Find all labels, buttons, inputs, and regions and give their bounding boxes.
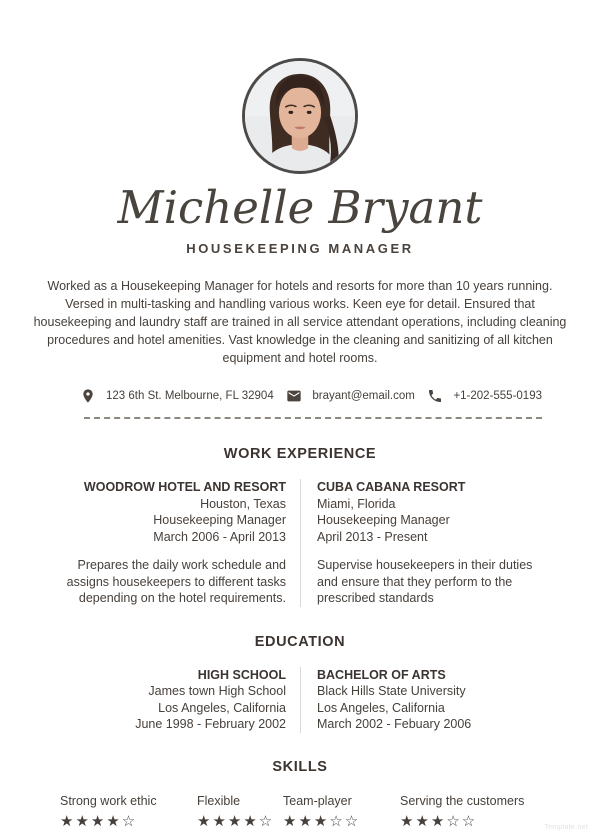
skill-star-rating: ★★★☆☆ (283, 811, 361, 830)
company-name: CUBA CABANA RESORT (317, 480, 466, 494)
skill-label: Strong work ethic (60, 793, 157, 808)
skill-label: Serving the customers (400, 793, 525, 808)
job-description: Supervise housekeepers in their duties and ensure that they perform to the prescribed standards (317, 558, 533, 605)
skill-item (60, 794, 197, 830)
skill-item (400, 794, 545, 830)
contact-bar (80, 388, 542, 404)
job-dates: April 2013 - Present (317, 529, 428, 544)
watermark-text: Template.net (544, 824, 588, 831)
school-name: James town High School (148, 684, 286, 698)
education-columns (60, 667, 540, 733)
company-location: Miami, Florida (317, 496, 396, 511)
skill-star-rating: ★★★★☆ (60, 811, 138, 830)
work-experience-heading: WORK EXPERIENCE (223, 446, 377, 462)
photo-section (0, 0, 600, 174)
skill-star-rating: ★★★☆☆ (400, 811, 478, 830)
portrait-illustration (245, 61, 355, 171)
education-entry-left (60, 667, 300, 733)
phone-icon (427, 388, 443, 404)
education-heading: EDUCATION (254, 633, 346, 650)
person-job-title: HOUSEKEEPING MANAGER (186, 241, 414, 256)
skill-star-rating: ★★★★☆ (197, 811, 275, 830)
education-entry-right (300, 667, 540, 733)
envelope-icon (286, 388, 302, 404)
skill-item (197, 794, 283, 830)
school-name: Black Hills State University (317, 684, 466, 698)
work-experience-columns (60, 479, 540, 607)
degree-name: HIGH SCHOOL (197, 667, 286, 682)
location-pin-icon (80, 388, 96, 404)
skill-label: Flexible (197, 793, 241, 808)
summary-paragraph: Worked as a Housekeeping Manager for hotels and resorts for more than 10 years running. Versed in multi-tasking and handling various works. Keen eye for detail. Ensured that housekeeping and laundry staff are trained in all service attendant operations, including cleaning procedures and hotel amenities. Vast knowledge in the cleaning and sanitizing of all kitchen equipment and hotel rooms. (33, 279, 567, 365)
dashed-divider (84, 417, 542, 419)
company-location: Houston, Texas (200, 496, 286, 511)
skill-item (283, 794, 400, 830)
work-entry-left (60, 479, 300, 607)
phone-text: +1-202-555-0193 (453, 390, 542, 402)
contact-address (80, 388, 274, 404)
degree-name: BACHELOR OF ARTS (317, 667, 446, 682)
company-name: WOODROW HOTEL AND RESORT (83, 480, 286, 494)
contact-email (286, 388, 414, 404)
address-text: 123 6th St. Melbourne, FL 32904 (106, 390, 274, 402)
education-dates: March 2002 - Febuary 2006 (317, 717, 472, 731)
job-role: Housekeeping Manager (317, 513, 450, 527)
school-location: Los Angeles, California (158, 700, 286, 715)
contact-phone (427, 388, 542, 404)
profile-photo (242, 58, 358, 174)
school-location: Los Angeles, California (317, 700, 445, 715)
job-description: Prepares the daily work schedule and assigns housekeepers to different tasks depending on the hotel requirements. (66, 558, 286, 605)
education-dates: June 1998 - February 2002 (135, 717, 286, 731)
job-role: Housekeeping Manager (153, 513, 286, 527)
skills-heading: SKILLS (272, 758, 328, 775)
email-text: brayant@email.com (312, 390, 415, 402)
job-dates: March 2006 - April 2013 (153, 529, 286, 544)
work-entry-right (300, 479, 540, 607)
person-name: Michelle Bryant (117, 181, 483, 234)
skills-row (60, 794, 545, 830)
skill-label: Team-player (283, 793, 352, 808)
